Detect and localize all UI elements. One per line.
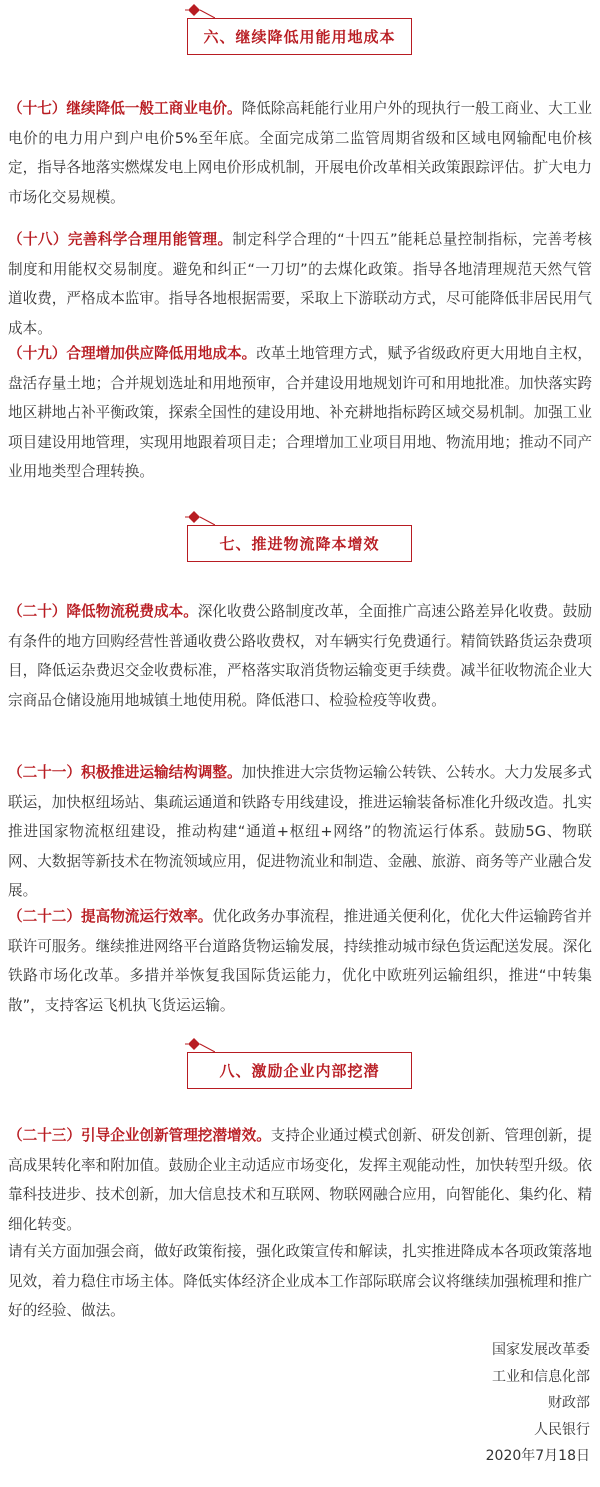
item-body: 优化政务办事流程，推进通关便利化，优化大件运输跨省并联许可服务。继续推进网络平台道路货物运输发展，持续推动城市绿色货运配送发展。深化铁路市场化改革。多措并举恢复我国际货运能力，优化中欧班列运输组织，推进“中转集散”，支持客运飞机执飞货运运输。: [8, 908, 592, 1014]
paragraph-19: [8, 339, 592, 487]
signatory-ndrc: 国家发展改革委: [492, 1342, 590, 1358]
item-body: 制定科学合理的“十四五”能耗总量控制指标，完善考核制度和用能权交易制度。避免和纠正“一刀切”的去煤化政策。指导各地清理规范天然气管道收费，严格成本监审。指导各地根据需要，采取上下游联动方式，尽可能降低非居民用气成本。: [8, 231, 592, 337]
item-heading: （二十）降低物流税费成本。: [8, 603, 198, 620]
item-body: 支持企业通过模式创新、研发创新、管理创新，提高成果转化率和附加值。鼓励企业主动适应市场变化，发挥主观能动性，加快转型升级。依靠科技进步、技术创新，加大信息技术和互联网、物联网融合应用，向智能化、集约化、精细化转变。: [8, 1127, 592, 1233]
closing-paragraph: 请有关方面加强会商，做好政策衔接，强化政策宣传和解读，扎实推进降成本各项政策落地见效，着力稳住市场主体。降低实体经济企业成本工作部际联席会议将继续加强梳理和推广好的经验、做法。: [8, 1243, 592, 1319]
signatory-mof: 财政部: [548, 1395, 590, 1411]
item-heading: （二十三）引导企业创新管理挖潜增效。: [8, 1127, 271, 1144]
paragraph-20: [8, 597, 592, 715]
item-body: 降低除高耗能行业用户外的现执行一般工商业、大工业电价的电力用户到户电价5%至年底。全面完成第二监管周期省级和区域电网输配电价核定，指导各地落实燃煤发电上网电价形成机制，开展电价改革相关政策跟踪评估。扩大电力市场化交易规模。: [8, 100, 592, 206]
item-heading: （十八）完善科学合理用能管理。: [8, 231, 233, 248]
item-heading: （十九）合理增加供应降低用地成本。: [8, 345, 257, 362]
signatory-miit: 工业和信息化部: [492, 1368, 590, 1385]
document-date: 2020年7月18日: [485, 1448, 590, 1464]
signatory-pboc: 人民银行: [534, 1421, 590, 1438]
section-title: 八、激励企业内部挖潜: [187, 1052, 412, 1089]
section-title: 七、推进物流降本增效: [187, 525, 412, 562]
item-body: 加快推进大宗货物运输公转铁、公转水。大力发展多式联运，加快枢纽场站、集疏运通道和铁路专用线建设，推进运输装备标准化升级改造。扎实推进国家物流枢纽建设，推动构建“通道+枢纽+网络”的物流运行体系。鼓励5G、物联网、大数据等新技术在物流领域应用，促进物流业和制造、金融、旅游、商务等产业融合发展。: [8, 764, 592, 899]
item-body: 深化收费公路制度改革，全面推广高速公路差异化收费。鼓励有条件的地方回购经营性普通收费公路收费权，对车辆实行免费通行。精简铁路货运杂费项目，降低运杂费迟交金收费标准，严格落实取消货物运输变更手续费。减半征收物流企业大宗商品仓储设施用地城镇土地使用税。降低港口、检验检疫等收费。: [8, 603, 592, 709]
item-heading: （十七）继续降低一般工商业电价。: [8, 100, 242, 117]
paragraph-17: [8, 94, 592, 212]
paragraph-18: [8, 225, 592, 343]
item-body: 改革土地管理方式，赋予省级政府更大用地自主权，盘活存量土地；合并规划选址和用地预审，合并建设用地规划许可和用地批准。加快落实跨地区耕地占补平衡政策，探索全国性的建设用地、补充耕地指标跨区域交易机制。加强工业项目建设用地管理，实现用地跟着项目走；合理增加工业项目用地、物流用地；推动不同产业用地类型合理转换。: [8, 345, 592, 480]
paragraph-23: [8, 1121, 592, 1239]
section-header-8: [0, 1034, 600, 1094]
item-heading: （二十二）提高物流运行效率。: [8, 908, 213, 925]
paragraph-21: [8, 758, 592, 906]
item-heading: （二十一）积极推进运输结构调整。: [8, 764, 242, 781]
section-title: 六、继续降低用能用地成本: [187, 18, 412, 55]
section-header-6: [0, 0, 600, 60]
paragraph-22: [8, 902, 592, 1020]
section-header-7: [0, 507, 600, 567]
signature-block: [486, 1337, 590, 1470]
